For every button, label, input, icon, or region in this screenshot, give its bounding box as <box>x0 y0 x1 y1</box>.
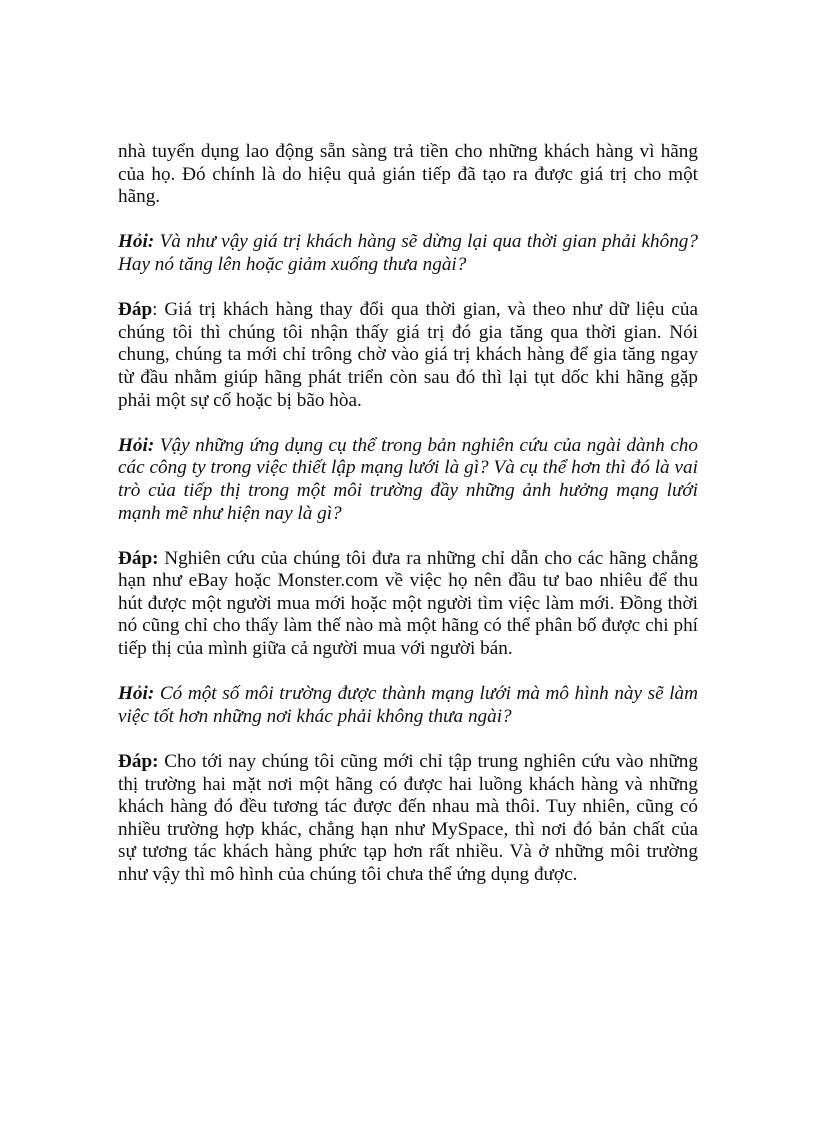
question-paragraph <box>118 683 698 728</box>
question-paragraph <box>118 231 698 276</box>
document-page <box>118 141 698 909</box>
question-text: Vậy những ứng dụng cụ thể trong bản nghiên cứu của ngài dành cho các công ty trong việc thiết lập mạng lưới là gì? Và cụ thể hơn thì đó là vai trò của tiếp thị trong một môi trường đầy những ảnh hưởng mạng lưới mạnh mẽ như hiện nay là gì? <box>118 434 698 524</box>
answer-label: Đáp: <box>118 751 159 773</box>
paragraph-intro <box>118 141 698 209</box>
question-label: Hỏi: <box>118 231 155 253</box>
question-text: Có một số môi trường được thành mạng lưới mà mô hình này sẽ làm việc tốt hơn những nơi khác phải không thưa ngài? <box>118 683 698 727</box>
answer-text: Cho tới nay chúng tôi cũng mới chỉ tập trung nghiên cứu vào những thị trường hai mặt nơi một hãng có được hai luồng khách hàng và những khách hàng đó đều tương tác được đến nhau mà thôi. Tuy nhiên, cũng có nhiều trường hợp khác, chẳng hạn như MySpace, thì nơi đó bản chất của sự tương tác khách hàng phức tạp hơn rất nhiều. Và ở những môi trường như vậy thì mô hình của chúng tôi chưa thể ứng dụng được. <box>118 751 698 885</box>
question-text: Và như vậy giá trị khách hàng sẽ dừng lại qua thời gian phải không? Hay nó tăng lên hoặc giảm xuống thưa ngài? <box>118 231 698 275</box>
answer-text: Nghiên cứu của chúng tôi đưa ra những chỉ dẫn cho các hãng chẳng hạn như eBay hoặc Monster.com về việc họ nên đầu tư bao nhiêu để thu hút được một người mua mới hoặc một người tìm việc làm mới. Đồng thời nó cũng chỉ cho thấy làm thế nào mà một hãng có thể phân bố được chi phí tiếp thị của mình giữa cả người mua với người bán. <box>118 547 698 660</box>
answer-paragraph <box>118 751 698 887</box>
answer-label: Đáp <box>118 299 153 321</box>
question-paragraph <box>118 435 698 525</box>
question-label: Hỏi: <box>118 683 155 705</box>
answer-label: Đáp: <box>118 547 159 569</box>
question-label: Hỏi: <box>118 434 155 456</box>
answer-paragraph <box>118 299 698 412</box>
answer-text: : Giá trị khách hàng thay đổi qua thời gian, và theo như dữ liệu của chúng tôi thì chúng tôi nhận thấy giá trị đó gia tăng qua thời gian. Nói chung, chúng ta mới chỉ trông chờ vào giá trị khách hàng để gia tăng ngay từ đầu nhằm giúp hãng phát triển còn sau đó thì lại tụt dốc khi hãng gặp phải một sự cố hoặc bị bão hòa. <box>118 299 698 411</box>
paragraph-text: nhà tuyển dụng lao động sẵn sàng trả tiền cho những khách hàng vì hãng của họ. Đó chính là do hiệu quả gián tiếp đã tạo ra được giá trị cho một hãng. <box>118 141 698 208</box>
answer-paragraph <box>118 548 698 661</box>
